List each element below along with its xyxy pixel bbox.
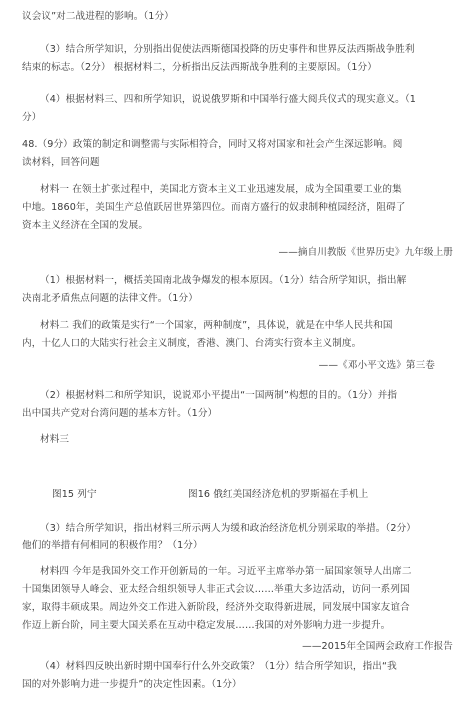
text-line: 结束的标志。（2分） 根据材料二，分析指出反法西斯战争胜利的主要原因。（1分） [22, 62, 377, 73]
text-line: 内，十亿人口的大陆实行社会主义制度，香港、澳门、台湾实行资本主义制度。 [22, 338, 362, 349]
text-line: （1）根据材料一，概括美国南北战争爆发的根本原因。（1分）结合所学知识，指出解 [40, 275, 407, 286]
citation: ——2015年全国两会政府工作报告 [302, 641, 453, 652]
text-line: 分） [22, 112, 42, 123]
text-line: 国的对外影响力进一步提升”的决定性因素。（1分） [22, 679, 242, 690]
text-line: 材料四 今年是我国外交工作开创新局的一年。习近平主席举办第一届国家领导人出席二 [40, 566, 412, 577]
citation: ——《邓小平文选》第三卷 [318, 360, 435, 371]
text-line: 作迈上新台阶，同主要大国关系在互动中稳定发展……我国的对外影响力进一步提升。 [22, 620, 391, 631]
text-line: 决南北矛盾焦点问题的法律文件。（1分） [22, 293, 198, 304]
text-line: （2）根据材料二和所学知识，说说邓小平提出“一国两制”构想的目的。（1分）并指 [40, 390, 398, 401]
citation: ——摘自川教版《世界历史》九年级上册 [278, 247, 453, 258]
text-line: （3）结合所学知识，分别指出促使法西斯德国投降的历史事件和世界反法西斯战争胜利 [40, 44, 415, 55]
text-line: 他们的举措有何相同的积极作用？（1分） [22, 540, 203, 551]
question-heading: 48.（9分）政策的制定和调整需与实际相符合，同时又将对国家和社会产生深远影响。阅 [22, 139, 403, 150]
text-line: 家，取得丰硕成果。周边外交工作进入新阶段，经济外交取得新进展，同发展中国家友谊合 [22, 602, 410, 613]
text-line: 材料二 我们的政策是实行“一个国家，两种制度”，具体说，就是在中华人民共和国 [40, 320, 393, 331]
text-line: 十国集团领导人峰会、亚太经合组织领导人非正式会议……举重大多边活动，访问一系列国 [22, 584, 410, 595]
text-line: 资本主义经济在全国的发展。 [22, 220, 149, 231]
text-line: （4）根据材料三、四和所学知识，说说俄罗斯和中国举行盛大阅兵仪式的现实意义。（1 [40, 94, 416, 105]
text-line: 出中国共产党对台湾问题的基本方针。（1分） [22, 408, 218, 419]
text-line: （3）结合所学知识，指出材料三所示两人为缓和政治经济危机分别采取的举措。（2分） [40, 523, 416, 534]
text-line: （4）材料四反映出新时期中国奉行什么外交政策？（1分）结合所学知识，指出“我 [40, 661, 397, 672]
text-line: 材料一 在领土扩张过程中，美国北方资本主义工业迅速发展，成为全国重要工业的集 [40, 184, 402, 195]
material-label: 材料三 [40, 434, 70, 445]
text-line: 议会议”对二战进程的影响。（1分） [22, 11, 174, 22]
figure-caption: 图15 列宁 [52, 489, 97, 500]
text-line: 读材料，回答问题 [22, 157, 100, 168]
text-line: 中地。1860年，美国生产总值跃居世界第四位。而南方盛行的奴隶制种植园经济，阻碍了 [22, 202, 406, 213]
figure-caption: 图16 俄红美国经济危机的罗斯福在手机上 [188, 489, 369, 500]
